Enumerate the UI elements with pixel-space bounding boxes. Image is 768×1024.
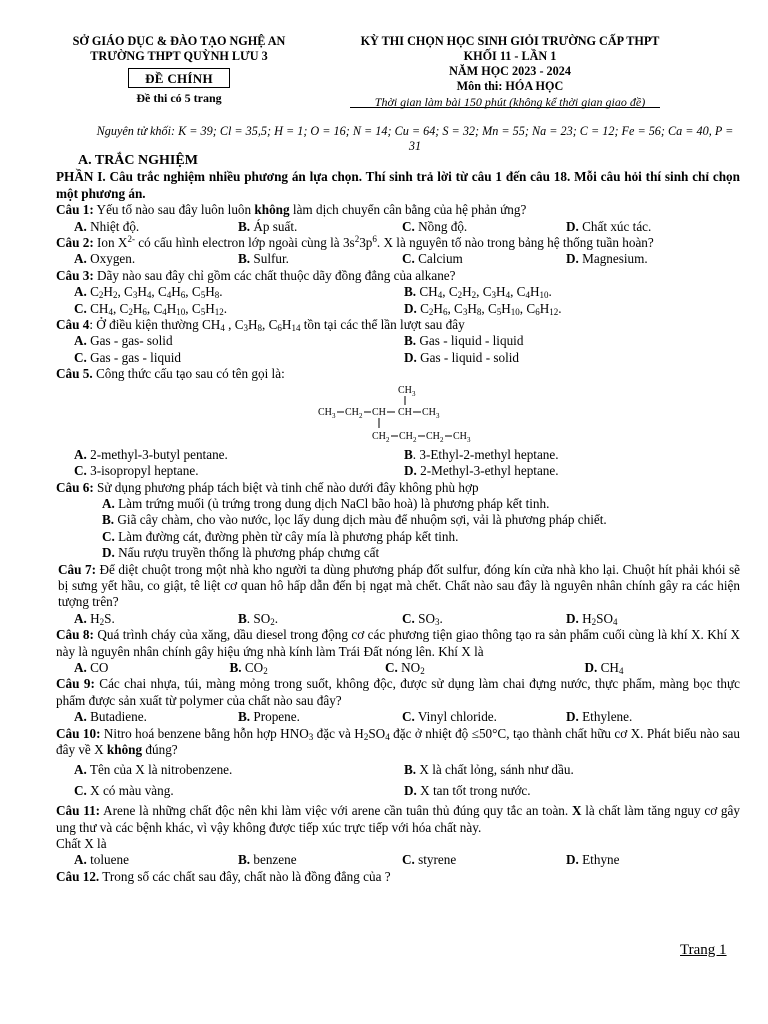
q7-option-d: D. $H_2SO_4$	[566, 610, 618, 627]
exam-title: KỲ THI CHỌN HỌC SINH GIỎI TRƯỜNG CẤP THPT	[360, 34, 660, 48]
q1-label: Câu 1:	[56, 202, 94, 218]
q11-option-b: B. benzene	[238, 852, 297, 868]
q9-options	[56, 709, 740, 725]
q2-options	[56, 251, 740, 267]
q1-text-post: làm dịch chuyển cân bằng của hệ phản ứng?	[289, 202, 527, 218]
svg-text:2: 2	[386, 435, 390, 444]
questions-content	[56, 153, 740, 885]
q11-option-a: A. toluene	[74, 852, 129, 868]
q2-option-d: D. Magnesium.	[566, 251, 648, 267]
q9-option-d: D. Ethylene.	[566, 709, 633, 725]
q12-label: Câu 12.	[56, 868, 100, 884]
grade-label: KHỐI 11 - LẦN 1	[463, 49, 557, 63]
q7-label: Câu 7:	[58, 561, 96, 577]
svg-text:2: 2	[413, 435, 417, 444]
atomic-masses: Nguyên tử khối: K = 39; Cl = 35,5; H = 1; O = 16; N = 14; Cu = 64; S = 32; Mn = 55; Na = 23; C = 12; Fe = 56; Ca = 40, P = 31	[96, 124, 734, 153]
header-left	[54, 34, 304, 106]
q1-option-c: C. Nồng độ.	[402, 218, 468, 234]
svg-text:3: 3	[436, 411, 440, 420]
q5-structural-formula	[56, 383, 740, 447]
school-name: TRƯỜNG THPT QUỲNH LƯU 3	[90, 49, 268, 63]
subject-label: Môn thi: HÓA HỌC	[456, 79, 564, 93]
q4-option-c: C. Gas - gas - liquid	[74, 349, 181, 365]
q7-option-c: C. $SO_3$.	[402, 610, 443, 627]
svg-text:2: 2	[359, 411, 363, 420]
question-6: Câu 6: Sử dụng phương pháp tách biệt và tinh chế nào dưới đây không phù hợp	[56, 479, 479, 495]
svg-text:CH: CH	[372, 430, 386, 442]
svg-text:CH: CH	[422, 406, 436, 418]
q8-option-b: B. $CO_2$	[229, 659, 268, 676]
q5-options-row1	[56, 447, 740, 463]
q6-label: Câu 6:	[56, 479, 94, 495]
q9-option-c: C. Vinyl chloride.	[402, 709, 497, 725]
q8-option-d: D. $CH_4$	[584, 659, 624, 676]
q5-options-row2	[56, 463, 740, 479]
q1-option-a: A. Nhiệt độ.	[74, 218, 140, 234]
official-exam-box: ĐỀ CHÍNH	[128, 68, 230, 88]
school-year: NĂM HỌC 2023 - 2024	[449, 64, 571, 78]
q6-option-b: B. Giã cây chàm, cho vào nước, lọc lấy dung dịch màu để nhuộm sợi, vải là phương pháp chiết.	[102, 512, 607, 528]
q10-option-c: C. X có màu vàng.	[74, 782, 174, 798]
svg-text:CH: CH	[372, 406, 386, 418]
q3-options-row2	[56, 301, 740, 317]
department-name: SỞ GIÁO DỤC & ĐÀO TẠO NGHỆ AN	[72, 34, 286, 48]
svg-text:3: 3	[412, 389, 416, 398]
q11-stem: Chất X là	[56, 836, 107, 852]
question-1	[56, 202, 740, 218]
svg-text:3: 3	[332, 411, 336, 420]
q1-option-b: B. Áp suất.	[238, 218, 298, 234]
q10-option-b: B. X là chất lỏng, sánh như dầu.	[404, 762, 574, 778]
pages-note: Đề thi có 5 trang	[136, 91, 222, 105]
question-3: Câu 3: Dãy nào sau đây chỉ gồm các chất thuộc dãy đồng đẳng của alkane?	[56, 267, 456, 283]
q11-option-c: C. styrene	[402, 852, 457, 868]
time-note: Thời gian làm bài 150 phút (không kể thời gian giao đề)	[374, 95, 646, 109]
question-5: Câu 5. Công thức cấu tạo sau có tên gọi là:	[56, 366, 285, 382]
q4-options-row2	[56, 350, 740, 366]
svg-text:CH: CH	[399, 430, 413, 442]
svg-text:CH: CH	[318, 406, 332, 418]
q6-option-c: C. Làm đường cát, đường phèn từ cây mía là phương pháp kết tinh.	[102, 528, 459, 544]
q9-option-b: B. Propene.	[238, 709, 300, 725]
q3-options-row1	[56, 284, 740, 300]
svg-text:CH: CH	[398, 406, 412, 418]
svg-text:CH: CH	[426, 430, 440, 442]
q10-option-a: A. Tên của X là nitrobenzene.	[74, 762, 233, 778]
q10-option-d: D. X tan tốt trong nước.	[404, 782, 531, 798]
q9-option-a: A. Butadiene.	[74, 709, 147, 725]
question-9: Câu 9: Các chai nhựa, túi, màng mỏng trong suốt, không độc, được sử dụng làm chai đựng nước, thực phẩm, màng bọc thực phẩm được sản xuất từ polymer của chất nào sau đây?	[56, 676, 741, 708]
q5-option-a: A. 2-methyl-3-butyl pentane.	[74, 446, 228, 462]
q7-options	[56, 611, 740, 627]
q5-option-d: D. 2-Methyl-3-ethyl heptane.	[404, 463, 559, 479]
question-4: Câu 4: Ở điều kiện thường $CH_4$ , $C_3H_8$, $C_6H_{14}$ tồn tại các thể lần lượt sau đây	[56, 317, 465, 334]
q10-options-row2	[56, 783, 740, 799]
header-rule	[350, 107, 660, 108]
question-10: Câu 10: Nitro hoá benzene bằng hỗn hợp $HNO_3$ đặc và $H_2SO_4$ đặc ở nhiệt độ ≤50°C, tạo thành chất hữu cơ X. Phát biểu nào sau đây về X không đúng?	[56, 725, 740, 757]
q7-option-b: B. $SO_2$.	[238, 610, 279, 627]
q10-options-row1	[56, 762, 740, 778]
q2-label: Câu 2:	[56, 235, 94, 251]
question-2: Câu 2: Ion $X^{2-}$ có cấu hình electron lớp ngoài cùng là $3s^23p^6$. X là nguyên tố nào trong bảng hệ thống tuần hoàn?	[56, 234, 654, 251]
q4-option-d: D. Gas - liquid - solid	[404, 349, 520, 365]
page-number: Trang 1	[680, 942, 727, 958]
q3-option-d: D. $C_2H_6$, $C_3H_8$, $C_5H_{10}$, $C_6H_{12}$.	[404, 300, 562, 317]
q5-label: Câu 5.	[56, 366, 93, 382]
q2-option-c: C. Calcium	[402, 251, 463, 267]
q3-option-c: C. $CH_4$, $C_2H_6$, $C_4H_{10}$, $C_5H_{12}$.	[74, 300, 228, 317]
q6-option-a: A. Làm trứng muối (ủ trứng trong dung dịch NaCl bão hoà) là phương pháp kết tinh.	[102, 495, 550, 511]
question-11: Câu 11: Arene là những chất độc nên khi làm việc với arene cần tuân thủ đúng quy tắc an toàn. X là chất làm tăng nguy cơ gây ung thư và các bệnh khác, vì vậy không được tiếp xúc trực tiếp với hóa chất này.	[56, 803, 740, 835]
q11-options	[56, 852, 740, 868]
q5-option-b: B. 3-Ethyl-2-methyl heptane.	[404, 446, 559, 462]
header-right	[330, 34, 690, 110]
q2-option-b: B. Sulfur.	[238, 251, 289, 267]
q7-option-a: A. $H_2S$.	[74, 610, 115, 627]
q1-emph: không	[254, 202, 290, 218]
question-12: Câu 12. Trong số các chất sau đây, chất nào là đồng đẳng của ?	[56, 868, 391, 884]
svg-text:CH: CH	[345, 406, 359, 418]
q8-option-a: A. CO	[74, 659, 109, 675]
q6-option-d: D. Nấu rượu truyền thống là phương pháp chưng cất	[102, 545, 380, 561]
q5-option-c: C. 3-isopropyl heptane.	[74, 463, 199, 479]
q3-label: Câu 3:	[56, 267, 94, 283]
question-7: Câu 7: Để diệt chuột trong một nhà kho người ta dùng phương pháp đốt sulfur, đóng kín cửa nhà kho lại. Chuột hít phải khói sẽ bị sưng yết hầu, co giật, tê liệt cơ quan hô hấp dẫn đến bị ngạt mà chết. Chất nào sau đây là nguyên nhân chính gây ra các hiện tượng trên?	[58, 561, 741, 610]
q3-option-a: A. $C_2H_2$, $C_3H_4$, $C_4H_6$, $C_5H_8$.	[74, 284, 223, 301]
svg-text:CH: CH	[453, 430, 467, 442]
q4-label: Câu 4	[56, 317, 90, 333]
q8-label: Câu 8:	[56, 627, 94, 643]
q10-label: Câu 10:	[56, 725, 101, 741]
svg-text:3: 3	[467, 435, 471, 444]
structural-formula-image	[314, 383, 514, 447]
svg-text:CH: CH	[398, 384, 412, 396]
q4-options-row1	[56, 333, 740, 349]
q11-label: Câu 11:	[56, 803, 101, 819]
q3-option-b: B. $CH_4$, $C_2H_2$, $C_3H_4$, $C_4H_{10}$.	[404, 284, 552, 301]
q8-options	[56, 660, 740, 676]
question-8: Câu 8: Quá trình cháy của xăng, dầu diesel trong động cơ các phương tiện giao thông tạo ra sản phẩm cuối cùng là khí X. Khí X này là nguyên nhân chính gây hiệu ứng nhà kính làm Trái Đất nóng lên. Khí X là	[56, 627, 741, 659]
q8-option-c: C. $NO_2$	[385, 659, 425, 676]
section-a-title: A. TRẮC NGHIỆM	[78, 153, 198, 168]
svg-text:2: 2	[440, 435, 444, 444]
q2-option-a: A. Oxygen.	[74, 251, 136, 267]
q9-label: Câu 9:	[56, 676, 95, 692]
part1-intro: PHẦN I. Câu trắc nghiệm nhiều phương án lựa chọn. Thí sinh trả lời từ câu 1 đến câu 18. Mỗi câu hỏi thí sinh chỉ chọn một phương án.	[56, 169, 740, 201]
q1-text-pre: Yếu tố nào sau đây luôn luôn	[93, 202, 255, 218]
q1-options	[56, 219, 740, 235]
q1-option-d: D. Chất xúc tác.	[566, 218, 652, 234]
q4-option-b: B. Gas - liquid - liquid	[404, 333, 524, 349]
q11-option-d: D. Ethyne	[566, 852, 620, 868]
q4-option-a: A. Gas - gas- solid	[74, 333, 173, 349]
